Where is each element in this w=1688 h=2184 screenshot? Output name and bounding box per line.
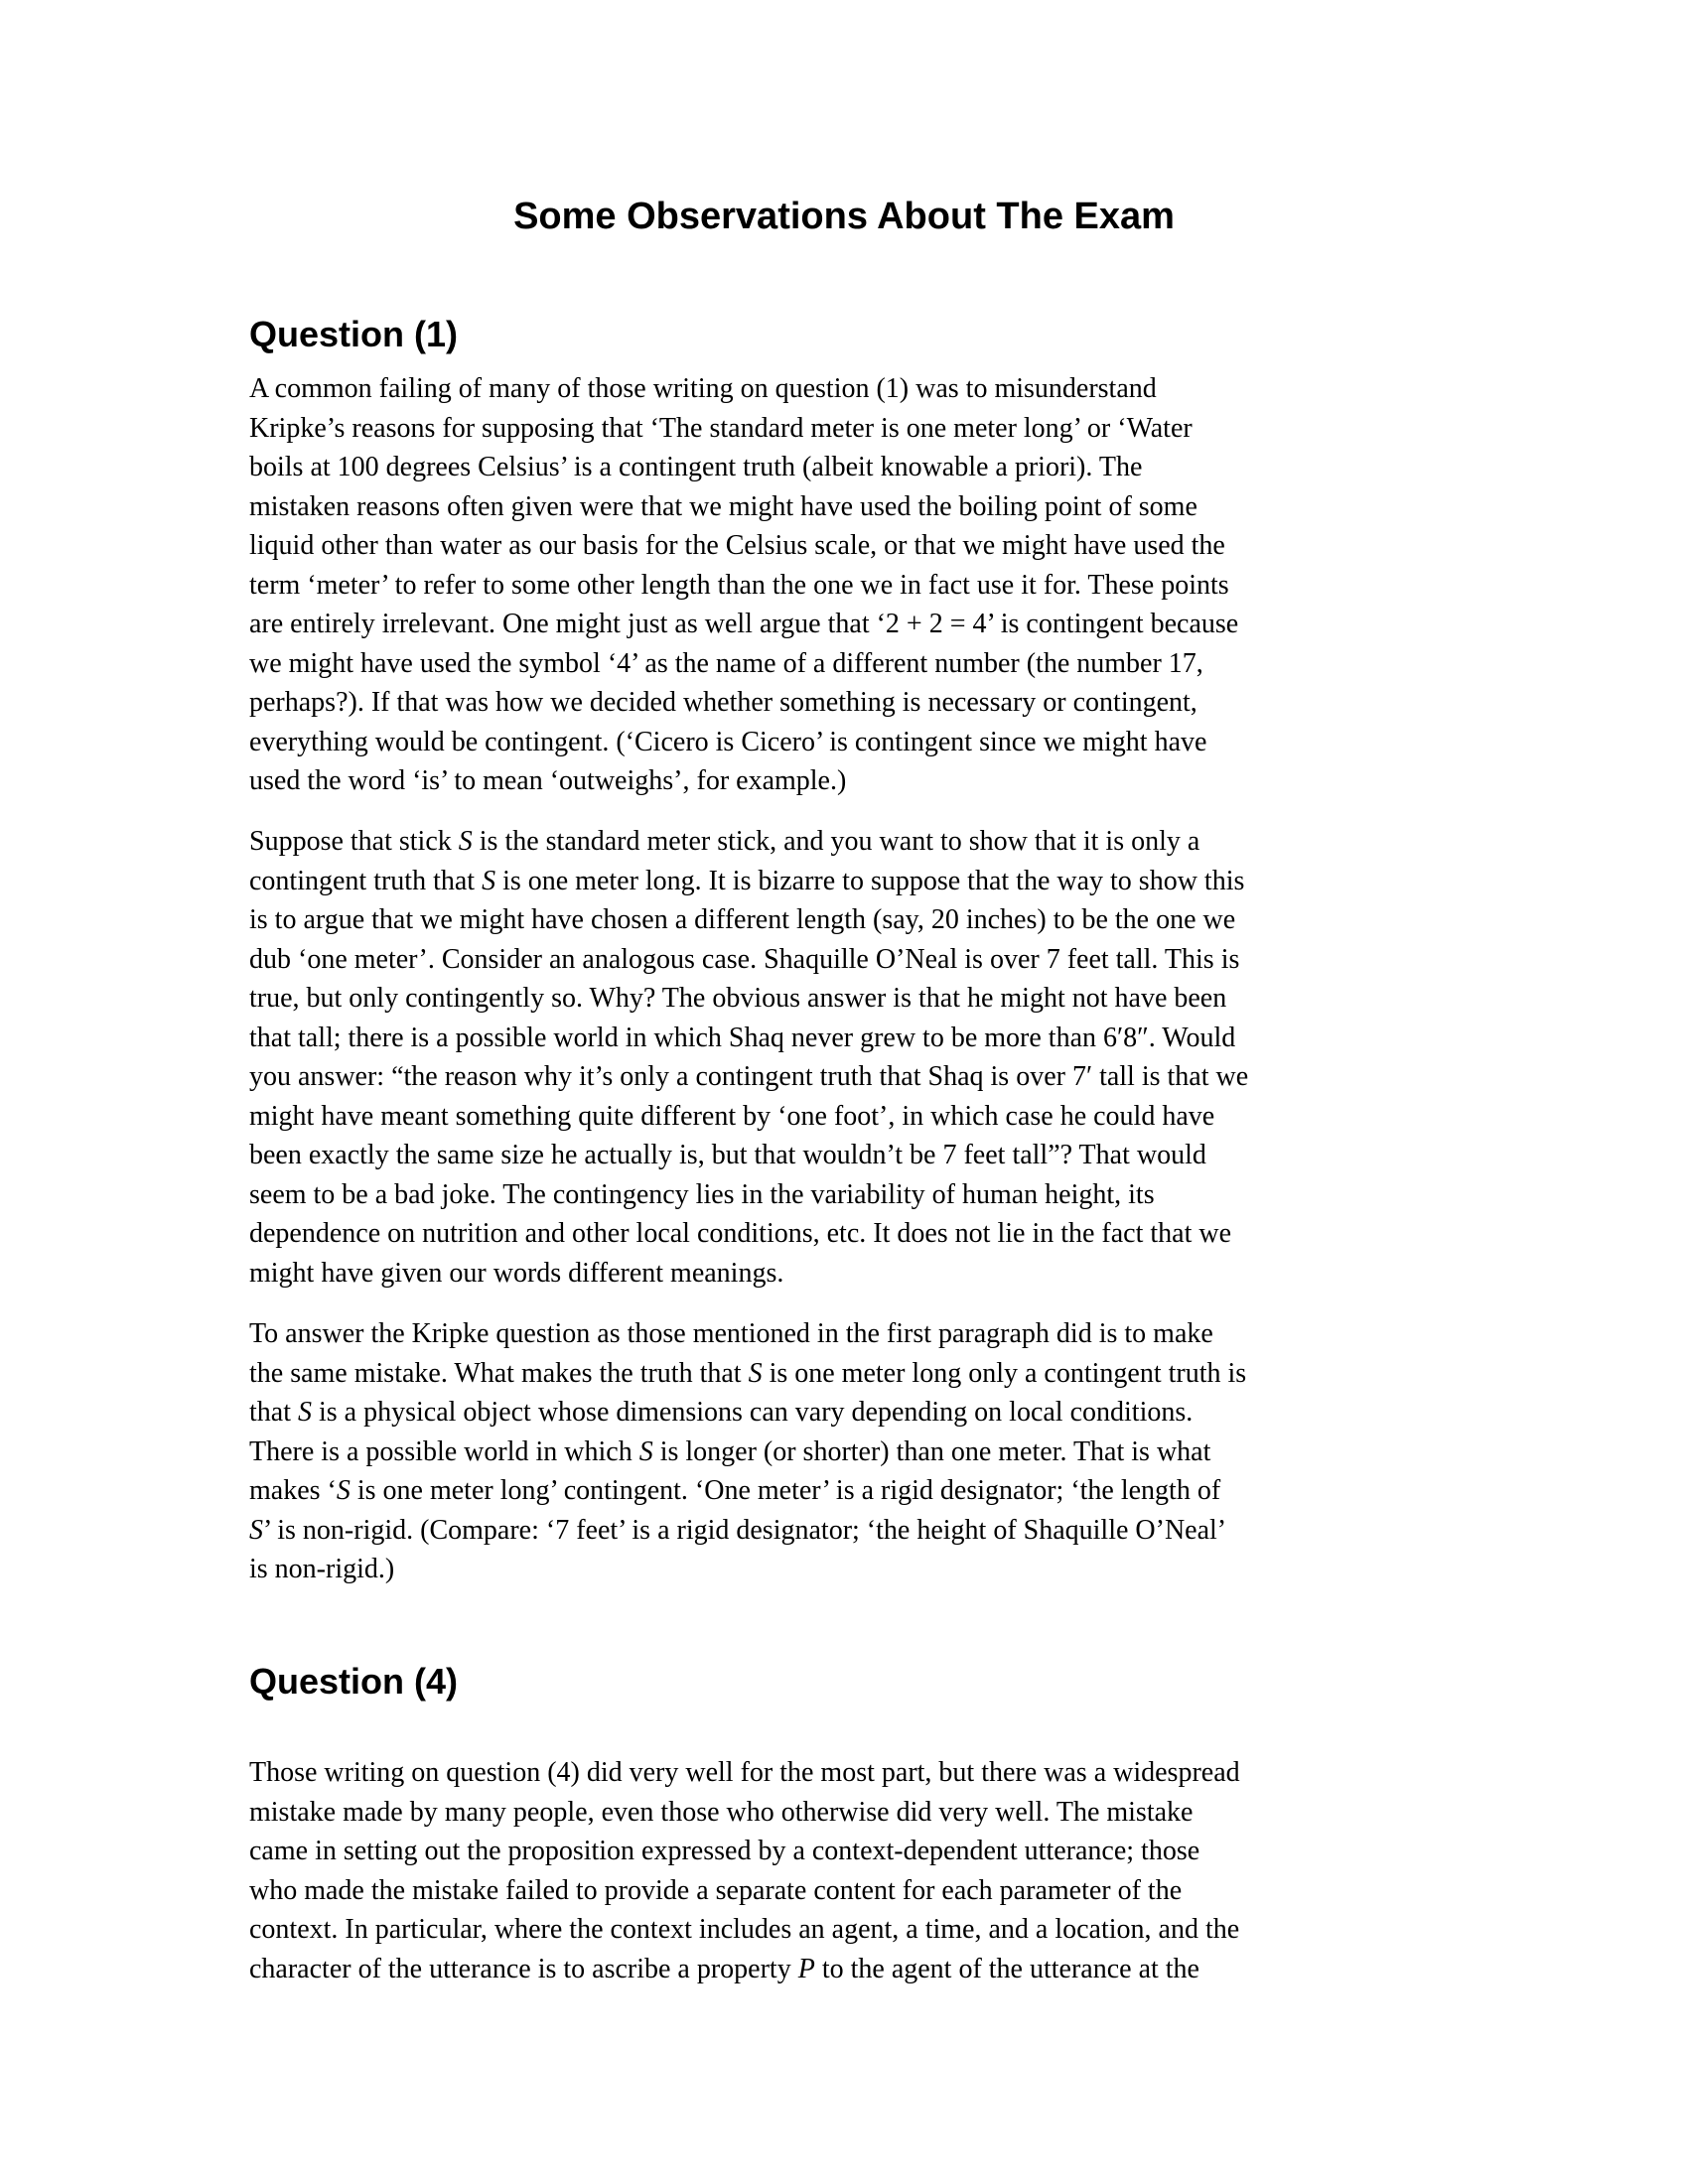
paragraph-question1-b: Suppose that stick S is the standard meter stick, and you want to show that it is only a contingent truth that S is one meter long. It is bizarre to suppose that the way to show this is to argue that we might have chosen a different length (say, 20 inches) to be the one we dub ‘one meter’. Consider an analogous case. Shaquille O’Neal is over 7 feet tall. This is true, but only contingently so. Why? The obvious answer is that he might not have been that tall; there is a possible world in which Shaq never grew to be more than 6′8″. Would you answer: “the reason why it’s only a contingent truth that Shaq is over 7′ tall is that we might have meant something quite different by ‘one foot’, in which case he could have been exactly the same size he actually is, but that wouldn’t be 7 feet tall”? That would seem to be a bad joke. The contingency lies in the variability of human height, its dependence on nutrition and other local conditions, etc. It does not lie in the fact that we might have given our words different meanings.	[249, 826, 1249, 1289]
paragraph-question4-a: Those writing on question (4) did very well for the most part, but there was a widespread mistake made by many people, even those who otherwise did very well. The mistake came in setting out the proposition expressed by a context-dependent utterance; those who made the mistake failed to provide a separate content for each parameter of the context. In particular, where the context includes an agent, a time, and a location, and the character of the utterance is to ascribe a property P to the agent of the utterance at the	[249, 1757, 1240, 1984]
paragraph-question1-a: A common failing of many of those writing on question (1) was to misunderstand Kripke’s reasons for supposing that ‘The standard meter is one meter long’ or ‘Water boils at 100 degrees Celsius’ is a contingent truth (albeit knowable a priori). The mistaken reasons often given were that we might have used the boiling point of some liquid other than water as our basis for the Celsius scale, or that we might have used the term ‘meter’ to refer to some other length than the one we in fact use it for. These points are entirely irrelevant. One might just as well argue that ‘2 + 2 = 4’ is contingent because we might have used the symbol ‘4’ as the name of a different number (the number 17, perhaps?). If that was how we decided whether something is necessary or contingent, everything would be contingent. (‘Cicero is Cicero’ is contingent since we might have used the word ‘is’ to mean ‘outweighs’, for example.)	[249, 373, 1239, 796]
section-heading-question-1: Question (1)	[249, 314, 459, 354]
paragraph-question1-c: To answer the Kripke question as those mentioned in the first paragraph did is to make the same mistake. What makes the truth that S is one meter long only a contingent truth is that S is a physical object whose dimensions can vary depending on local conditions. There is a possible world in which S is longer (or shorter) than one meter. That is what makes ‘S is one meter long’ contingent. ‘One meter’ is a rigid designator; ‘the length of S’ is non-rigid. (Compare: ‘7 feet’ is a rigid designator; ‘the height of Shaquille O’Neal’ is non-rigid.)	[249, 1318, 1247, 1584]
page-title: Some Observations About The Exam	[513, 196, 1175, 237]
section-heading-question-4: Question (4)	[249, 1661, 459, 1702]
